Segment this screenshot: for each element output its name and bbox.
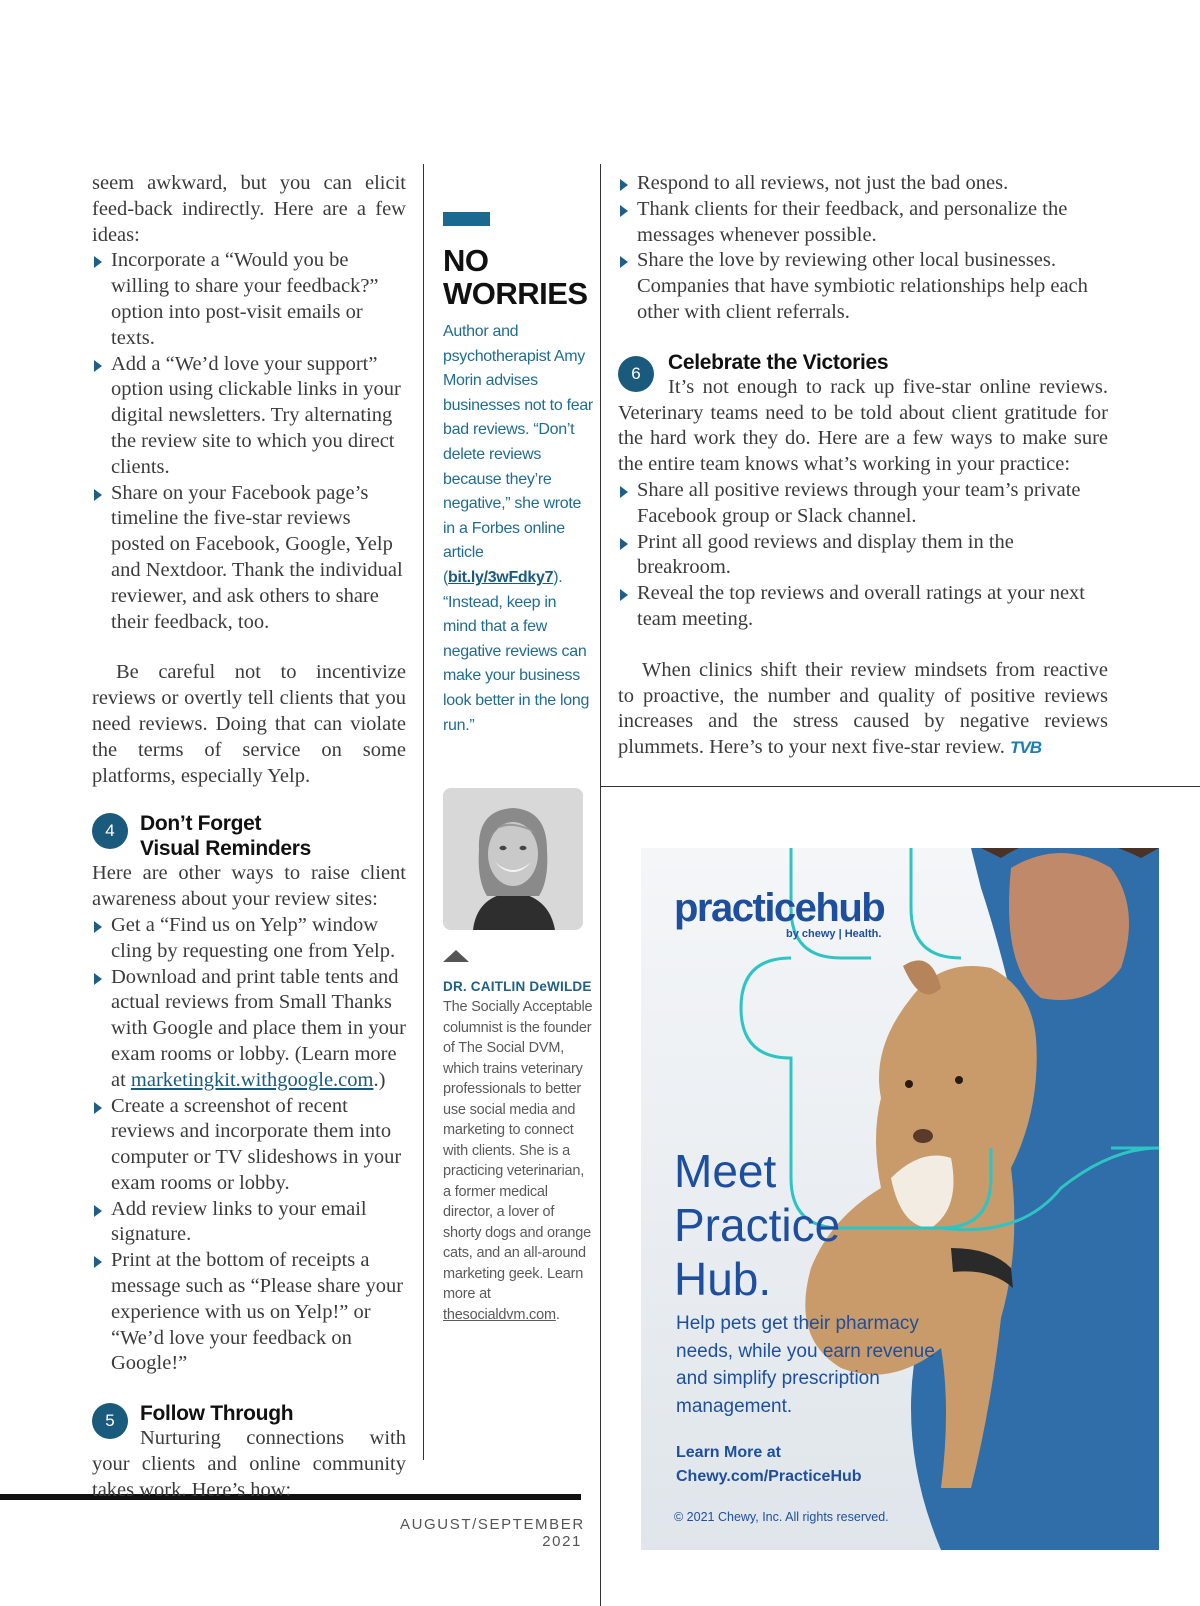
list-item: Respond to all reviews, not just the bad ones. [618,171,1108,197]
sidebar-column [443,212,593,1325]
section-5-title: Follow Through [140,1402,294,1426]
closing-paragraph: When clinics shift their review mindsets from reactive to proactive, the number and quality of positive reviews increases and the stress caused by negative reviews plummets. Here’s to your next five-star review. TVB [618,658,1108,759]
bullet-triangle-icon [620,179,628,191]
column-rule-left [423,164,424,1460]
list-item: Thank clients for their feedback, and personalize the messages whenever possible. [618,197,1108,249]
ad-cta[interactable]: Learn More at Chewy.com/PracticeHub [676,1444,862,1485]
author-name: DR. CAITLIN DeWILDE [443,979,592,995]
section-number-badge: 4 [92,813,128,849]
sidebar-accent-bar [443,212,490,226]
author-portrait-image [443,788,583,930]
author-bio: The Socially Acceptable columnist is the founder of The Social DVM, which trains veterinary professionals to better use social media and marketing to connect with clients. She is a practicing veterinarian, a former medical director, a lover of shorty dogs and orange cats, and an all-around marketing geek. Learn more at thesocialdvm.com. [443,999,593,1323]
article-column-3 [618,171,1108,761]
section-rule-right [600,786,1200,787]
ideas-list [92,248,406,635]
caution-paragraph: Be careful not to incentivize reviews or overtly tell clients that you need reviews. Doing that can violate the terms of service on some platforms, especially Yelp. [92,661,406,787]
bullet-triangle-icon [620,205,628,217]
bullet-triangle-icon [94,489,102,501]
follow-through-list [618,171,1108,326]
section-4-title-line2: Visual Reminders [140,837,312,861]
section-6-text: It’s not enough to rack up five-star online reviews. Veterinary teams need to be told about client gratitude for the hard work they do. Here are a few ways to make sure the entire team knows what’s working in your practice: [618,375,1108,476]
author-photo [443,788,583,930]
list-item: Get a “Find us on Yelp” window cling by requesting one from Yelp. [92,913,406,965]
section-4-title-line1: Don’t Forget [140,812,262,836]
marketingkit-link[interactable]: marketingkit.withgoogle.com [130,1068,374,1091]
ad-copyright: © 2021 Chewy, Inc. All rights reserved. [674,1510,889,1524]
section-6-title: Celebrate the Victories [668,350,889,374]
bullet-triangle-icon [94,1205,102,1217]
list-item: Print at the bottom of receipts a message such as “Please share your experience with us on Yelp!” or “We’d love your feedback on Google!” [92,1248,406,1377]
chewy-health-logo: by chewy | Health. [786,928,882,940]
ad-headline: Meet Practice Hub. [674,1145,841,1305]
bullet-triangle-icon [94,1102,102,1114]
list-item: Create a screenshot of recent reviews and incorporate them into computer or TV slideshows in your exam rooms or lobby. [92,1094,406,1197]
practicehub-advertisement[interactable] [641,848,1159,1550]
section-5-heading [92,1401,406,1431]
article-column-1 [92,171,406,1504]
ad-body-text: Help pets get their pharmacy needs, while you earn revenue and simplify prescription management. [676,1313,935,1417]
column-rule-right [600,164,601,1606]
socialdvm-link[interactable]: thesocialdvm.com [443,1306,556,1323]
tvb-end-mark: TVB [1010,738,1042,758]
list-item: Print all good reviews and display them in the breakroom. [618,530,1108,582]
list-item: Reveal the top reviews and overall ratings at your next team meeting. [618,581,1108,633]
bullet-triangle-icon [620,589,628,601]
photo-caret-icon [443,950,469,962]
ad-cta-url[interactable]: Chewy.com/PracticeHub [676,1468,862,1485]
issue-date-footer: AUGUST/SEPTEMBER 2021 [400,1516,585,1550]
bullet-triangle-icon [94,256,102,268]
reminders-list [92,913,406,1377]
bullet-triangle-icon [94,921,102,933]
sidebar-quote: Author and psychotherapist Amy Morin advises businesses not to fear bad reviews. “Don’t delete reviews because they’re negative,” she wrote in a Forbes online article (bit.ly/3wFdky7). “Instead, keep in mind that a few negative reviews can make your business look better in the long run.” [443,323,593,734]
section-number-badge: 6 [618,356,654,392]
forbes-article-link[interactable]: bit.ly/3wFdky7 [448,568,554,586]
bullet-triangle-icon [94,1256,102,1268]
section-5-text: Nurturing connections with your clients and online community takes work. Here’s how: [92,1427,406,1501]
list-item: Add review links to your email signature. [92,1197,406,1249]
section-number-badge: 5 [92,1403,128,1439]
list-item: Incorporate a “Would you be willing to share your feedback?” option into post-visit emails or texts. [92,248,406,351]
section-4-heading [92,811,406,861]
bullet-triangle-icon [94,973,102,985]
list-item: Share on your Facebook page’s timeline the five-star reviews posted on Facebook, Google, Yelp and Nextdoor. Thank the individual reviewer, and ask others to share their feedback, too. [92,481,406,636]
list-item: Add a “We’d love your support” option using clickable links in your digital newsletters. Try alternating the review site to which you direct clients. [92,352,406,481]
section-6-heading [618,350,1108,383]
bullet-triangle-icon [620,538,628,550]
intro-paragraph: seem awkward, but you can elicit feed-back indirectly. Here are a few ideas: [92,172,406,246]
list-item: Share all positive reviews through your team’s private Facebook group or Slack channel. [618,478,1108,530]
practicehub-logo: practicehub [674,886,885,930]
bullet-triangle-icon [620,486,628,498]
victories-list [618,478,1108,633]
bullet-triangle-icon [94,360,102,372]
section-4-intro: Here are other ways to raise client awareness about your review sites: [92,862,406,911]
sidebar-title: NO WORRIES [443,243,588,311]
list-item: Share the love by reviewing other local businesses. Companies that have symbiotic relationships help each other with client referrals. [618,248,1108,325]
bullet-triangle-icon [620,256,628,268]
list-item: Download and print table tents and actual reviews from Small Thanks with Google and place them in your exam rooms or lobby. (Learn more at marketingkit.withgoogle.com.) [92,965,406,1094]
